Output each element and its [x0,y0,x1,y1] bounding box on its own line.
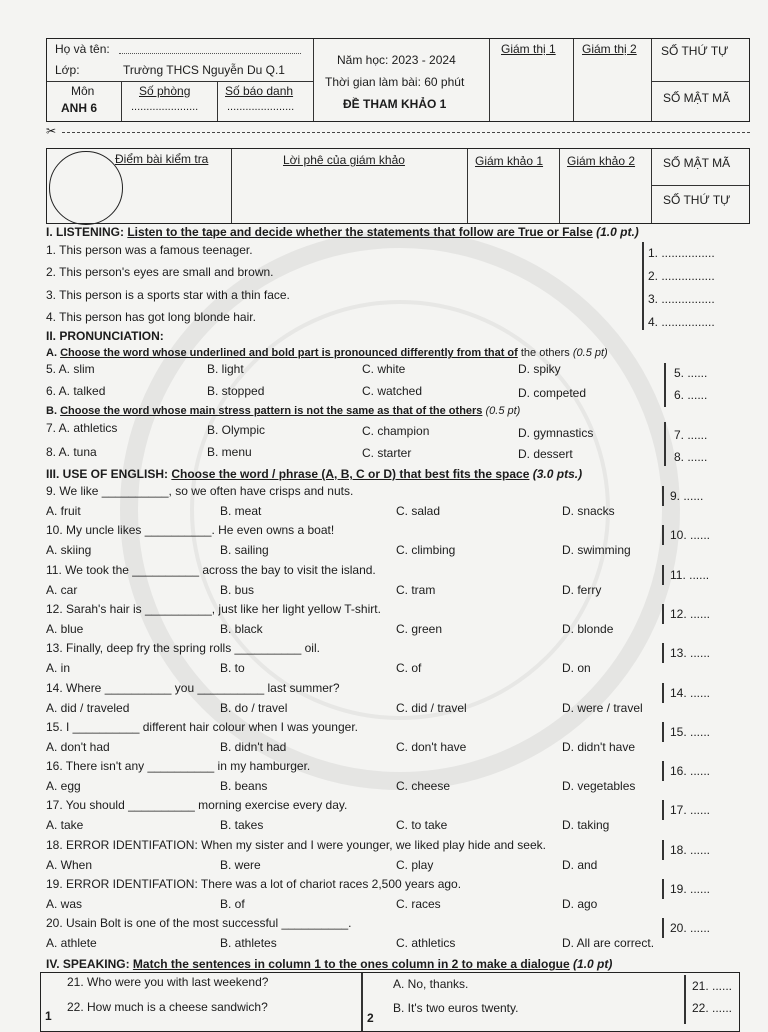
listening-answer-4[interactable]: 4. ................ [648,315,715,329]
option-b[interactable]: B. athletes [220,936,277,950]
class-label: Lớp: [55,63,80,77]
examiner-1-label: Giám khảo 1 [475,154,544,168]
question-text: 20. Usain Bolt is one of the most successful __________. [46,916,352,930]
score-table [46,148,750,224]
question-text: 16. There isn't any __________ in my hamburger. [46,759,311,773]
option-b[interactable]: B. of [220,897,245,911]
option-b[interactable]: B. meat [220,504,262,518]
option-a[interactable]: A. did / traveled [46,701,130,715]
question-text: 15. I __________ different hair colour when I was younger. [46,720,358,734]
option-c[interactable]: C. of [396,661,422,675]
option-b[interactable]: B. beans [220,779,268,793]
speaking-match-table [40,972,740,1032]
option-d[interactable]: D. on [562,661,591,675]
listening-item-3: 3. This person is a sports star with a thin face. [46,288,290,302]
candidate-number-label: Số báo danh [225,84,294,98]
answer-8[interactable]: 8. ...... [674,450,708,464]
option-b[interactable]: B. to [220,661,245,675]
option-c[interactable]: C. races [396,897,441,911]
option-c[interactable]: C. climbing [396,543,456,557]
answer-19[interactable]: 19. ...... [670,882,711,896]
serial-number-label-2: SỐ THỨ TỰ [663,193,731,207]
cut-line [62,132,750,133]
use-of-english-heading: III. USE OF ENGLISH: Choose the word / phrase (A, B, C or D) that best fits the space (3.0 pts.) [46,467,583,481]
scissors-icon: ✂ [46,124,57,138]
listening-item-2: 2. This person's eyes are small and brown. [46,265,274,279]
option-d[interactable]: D. swimming [562,543,631,557]
room-label: Số phòng [139,84,191,98]
candidate-number-field[interactable]: ...................... [227,101,295,113]
exam-title: ĐỀ THAM KHẢO 1 [343,97,447,111]
column-1-label: 1 [45,1009,52,1023]
question-text: 13. Finally, deep fry the spring rolls __________ oil. [46,641,320,655]
question-text: 19. ERROR IDENTIFATION: There was a lot of chariot races 2,500 years ago. [46,877,462,891]
question-text: 10. My uncle likes __________. He even owns a boat! [46,523,335,537]
score-label: Điểm bài kiểm tra [115,152,209,166]
listening-item-4: 4. This person has got long blonde hair. [46,310,256,324]
answer-10[interactable]: 10. ...... [670,528,711,542]
listening-answer-3[interactable]: 3. ................ [648,292,715,306]
option-c[interactable]: C. don't have [396,740,467,754]
score-circle[interactable] [49,151,123,225]
option-a[interactable]: A. car [46,583,78,597]
answer-15[interactable]: 15. ...... [670,725,711,739]
option-d[interactable]: D. All are correct. [562,936,655,950]
option-a[interactable]: A. skiing [46,543,92,557]
option-b[interactable]: B. didn't had [220,740,287,754]
option-a[interactable]: A. fruit [46,504,81,518]
speaking-right-b: B. It's two euros twenty. [393,1001,519,1015]
option-a[interactable]: A. blue [46,622,84,636]
option-c[interactable]: C. cheese [396,779,451,793]
school-year: Năm học: 2023 - 2024 [337,53,456,67]
option-c[interactable]: C. to take [396,818,448,832]
question-text: 9. We like __________, so we often have crisps and nuts. [46,484,354,498]
room-field[interactable]: ...................... [131,101,199,113]
option-b[interactable]: B. do / travel [220,701,288,715]
option-a[interactable]: A. athlete [46,936,97,950]
speaking-left-21: 21. Who were you with last weekend? [67,975,269,989]
option-c[interactable]: C. athletics [396,936,456,950]
name-field[interactable] [119,53,301,54]
answer-18[interactable]: 18. ...... [670,843,711,857]
option-d[interactable]: D. vegetables [562,779,636,793]
answer-11[interactable]: 11. ...... [670,568,710,582]
listening-answer-1[interactable]: 1. ................ [648,246,715,260]
subject-label: Môn [71,84,95,98]
option-a[interactable]: A. don't had [46,740,110,754]
answer-13[interactable]: 13. ...... [670,646,711,660]
option-b[interactable]: B. bus [220,583,255,597]
option-c[interactable]: C. did / travel [396,701,467,715]
option-d[interactable]: D. blonde [562,622,614,636]
examiner-2-label: Giám khảo 2 [567,154,636,168]
proctor-1-label: Giám thị 1 [501,42,556,56]
serial-number-label: SỐ THỨ TỰ [661,44,729,58]
question-text: 18. ERROR IDENTIFATION: When my sister and I were younger, we liked play hide and seek. [46,838,546,852]
option-a[interactable]: A. in [46,661,71,675]
question-text: 11. We took the __________ across the bay to visit the island. [46,563,376,577]
option-c[interactable]: C. salad [396,504,441,518]
option-c[interactable]: C. green [396,622,443,636]
pronunciation-a-instruction: A. Choose the word whose underlined and bold part is pronounced differently from that of the others (0.5 pt) [46,347,608,359]
option-c[interactable]: C. tram [396,583,436,597]
option-d[interactable]: D. and [562,858,598,872]
option-d[interactable]: D. didn't have [562,740,636,754]
answer-5[interactable]: 5. ...... [674,366,708,380]
speaking-right-a: A. No, thanks. [393,977,469,991]
answer-17[interactable]: 17. ...... [670,803,711,817]
subject-value: ANH 6 [61,101,98,115]
answer-22[interactable]: 22. ...... [692,1001,733,1015]
school-name: Trường THCS Nguyễn Du Q.1 [123,63,285,77]
listening-heading: I. LISTENING: Listen to the tape and decide whether the statements that follow are True or False (1.0 pt.) [46,225,639,239]
option-b[interactable]: B. takes [220,818,264,832]
comment-label: Lời phê của giám khảo [283,153,405,167]
option-b[interactable]: B. sailing [220,543,269,557]
option-d[interactable]: D. were / travel [562,701,643,715]
exam-duration: Thời gian làm bài: 60 phút [325,75,465,89]
question-text: 14. Where __________ you __________ last summer? [46,681,340,695]
option-b[interactable]: B. were [220,858,261,872]
option-b[interactable]: B. black [220,622,263,636]
option-c[interactable]: C. play [396,858,434,872]
secret-code-label-2: SỐ MẬT MÃ [663,156,731,170]
option-a[interactable]: A. take [46,818,84,832]
speaking-left-22: 22. How much is a cheese sandwich? [67,1000,268,1014]
option-a[interactable]: A. egg [46,779,81,793]
answer-14[interactable]: 14. ...... [670,686,711,700]
answer-9[interactable]: 9. ...... [670,489,704,503]
option-d[interactable]: D. ferry [562,583,602,597]
answer-20[interactable]: 20. ...... [670,921,711,935]
option-d[interactable]: D. taking [562,818,610,832]
option-d[interactable]: D. ago [562,897,598,911]
listening-answer-2[interactable]: 2. ................ [648,269,715,283]
speaking-heading: IV. SPEAKING: Match the sentences in column 1 to the ones column in 2 to make a dialogue (1.0 pt) [46,957,613,971]
option-d[interactable]: D. snacks [562,504,615,518]
option-a[interactable]: A. was [46,897,83,911]
column-2-label: 2 [367,1011,374,1025]
exam-header-table [46,38,750,122]
option-a[interactable]: A. When [46,858,93,872]
pronunciation-b-instruction: B. Choose the word whose main stress pattern is not the same as that of the others (0.5 pt) [46,405,521,417]
listening-item-1: 1. This person was a famous teenager. [46,243,253,257]
question-text: 17. You should __________ morning exercise every day. [46,798,348,812]
proctor-2-label: Giám thị 2 [582,42,637,56]
answer-7[interactable]: 7. ...... [674,428,708,442]
answer-6[interactable]: 6. ...... [674,388,708,402]
secret-code-label: SỐ MẬT MÃ [663,91,731,105]
name-label: Họ và tên: [55,42,110,56]
question-text: 12. Sarah's hair is __________, just like her light yellow T-shirt. [46,602,381,616]
pronunciation-heading: II. PRONUNCIATION: [46,329,164,343]
answer-12[interactable]: 12. ...... [670,607,711,621]
answer-21[interactable]: 21. ...... [692,979,733,993]
answer-16[interactable]: 16. ...... [670,764,711,778]
